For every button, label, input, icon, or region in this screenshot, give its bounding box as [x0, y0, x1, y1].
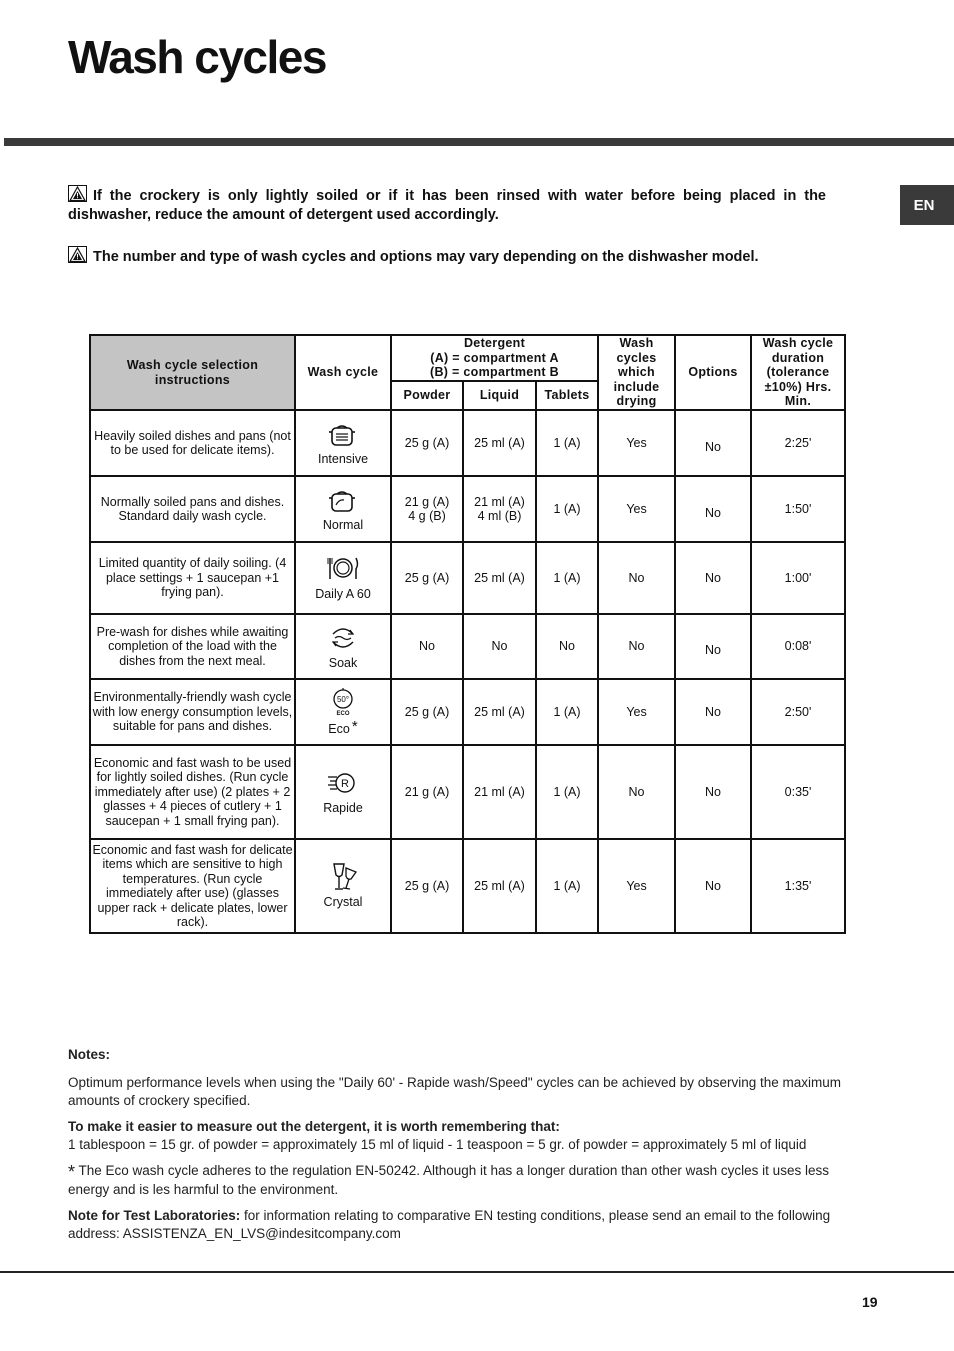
eco-cycle-name: Eco	[328, 722, 350, 737]
table-row	[90, 614, 845, 679]
row-cycle	[295, 679, 391, 745]
notes-eco	[68, 1162, 858, 1199]
row-powder: 25 g (A)	[391, 839, 463, 933]
row-options: No	[675, 679, 751, 745]
header-rule	[4, 138, 954, 146]
language-tab: EN	[900, 185, 954, 225]
header-detergent	[391, 335, 598, 381]
row-cycle	[295, 542, 391, 614]
eco-icon-temp: 50°	[336, 695, 350, 705]
row-options: No	[675, 839, 751, 933]
warning-text: The number and type of wash cycles and options may vary depending on the dishwasher model.	[93, 249, 759, 265]
row-liquid: 25 ml (A)	[463, 410, 536, 476]
wash-cycles-table	[89, 334, 846, 934]
row-instructions: Pre-wash for dishes while awaiting completion of the load with the dishes from the next meal.	[90, 614, 295, 679]
row-cycle	[295, 745, 391, 839]
notes-performance: Optimum performance levels when using the "Daily 60' - Rapide wash/Speed" cycles can be achieved by observing the maximum amounts of crockery specified.	[68, 1075, 842, 1108]
row-cycle	[295, 614, 391, 679]
row-tablets: 1 (A)	[536, 745, 598, 839]
header-tablets: Tablets	[536, 381, 598, 410]
table-row	[90, 839, 845, 933]
warning-note-detergent	[68, 185, 826, 225]
row-options: No	[675, 745, 751, 839]
eco-footnote-mark: *	[351, 718, 358, 736]
table-row	[90, 476, 845, 542]
intensive-pot-icon	[325, 419, 361, 449]
row-instructions: Heavily soiled dishes and pans (not to be used for delicate items).	[90, 410, 295, 476]
row-liquid: 21 ml (A)	[463, 745, 536, 839]
table-row	[90, 542, 845, 614]
row-liquid: 21 ml (A) 4 ml (B)	[463, 476, 536, 542]
row-tablets: 1 (A)	[536, 476, 598, 542]
eco-50-icon	[325, 687, 361, 717]
warning-triangle-icon	[68, 246, 87, 263]
row-liquid: 25 ml (A)	[463, 839, 536, 933]
notes-lab	[68, 1207, 858, 1243]
row-tablets: 1 (A)	[536, 410, 598, 476]
row-cycle-name: Soak	[328, 655, 358, 670]
row-cycle-name: Intensive	[317, 452, 369, 467]
row-duration: 1:00'	[751, 542, 845, 614]
normal-pot-icon	[325, 485, 361, 515]
row-liquid: 25 ml (A)	[463, 679, 536, 745]
rapide-icon-letter: R	[341, 778, 349, 791]
header-instructions: Wash cycle selection instructions	[90, 335, 295, 410]
footer-rule	[0, 1271, 954, 1273]
warning-triangle-icon	[68, 185, 87, 202]
page-title: Wash cycles	[68, 31, 326, 83]
table-row	[90, 679, 845, 745]
row-drying: Yes	[598, 679, 675, 745]
row-instructions: Economic and fast wash for delicate items which are sensitive to high temperatures. (Run cycle immediately after use) (glasses upper rack + delicate plates, lower rack).	[90, 839, 295, 933]
header-detergent-a: (A) = compartment A	[430, 350, 559, 365]
warning-note-models	[68, 246, 826, 267]
page-number: 19	[862, 1294, 878, 1310]
soak-icon	[325, 623, 361, 653]
row-powder: 25 g (A)	[391, 679, 463, 745]
row-drying: Yes	[598, 410, 675, 476]
row-drying: Yes	[598, 839, 675, 933]
notes-measure-text: 1 tablespoon = 15 gr. of powder = approximately 15 ml of liquid - 1 teaspoon = 5 gr. of powder = approximately 5 ml of liquid	[68, 1137, 807, 1152]
row-duration: 1:50'	[751, 476, 845, 542]
header-wash-cycle: Wash cycle	[295, 335, 391, 410]
row-cycle	[295, 476, 391, 542]
row-options: No	[675, 476, 751, 542]
row-instructions: Normally soiled pans and dishes. Standard daily wash cycle.	[90, 476, 295, 542]
header-duration: Wash cycle duration (tolerance ±10%) Hrs. Min.	[751, 335, 845, 410]
eco-footnote-star: *	[68, 1162, 76, 1182]
row-drying: No	[598, 745, 675, 839]
row-duration: 2:25'	[751, 410, 845, 476]
row-tablets: No	[536, 614, 598, 679]
notes-lab-text: for information relating to comparative EN testing conditions, please send an email to the following address: ASSISTENZA_EN_LVS@indesitcompany.com	[68, 1208, 831, 1241]
row-options: No	[675, 542, 751, 614]
row-liquid: 25 ml (A)	[463, 542, 536, 614]
row-cycle-name: Normal	[322, 518, 364, 533]
table-row	[90, 410, 845, 476]
notes-heading: Notes:	[68, 1047, 111, 1062]
row-powder: No	[391, 614, 463, 679]
plate-cutlery-icon	[325, 554, 361, 584]
row-drying: No	[598, 542, 675, 614]
row-instructions: Limited quantity of daily soiling. (4 place settings + 1 saucepan +1 frying pan).	[90, 542, 295, 614]
row-instructions: Economic and fast wash to be used for lightly soiled dishes. (Run cycle immediately after use) (2 plates + 2 glasses + 4 pieces of cutlery + 1 saucepan + 1 small frying pan).	[90, 745, 295, 839]
header-detergent-title: Detergent	[463, 336, 526, 351]
table-row	[90, 745, 845, 839]
row-instructions: Environmentally-friendly wash cycle with low energy consumption levels, suitable for pans and dishes.	[90, 679, 295, 745]
row-tablets: 1 (A)	[536, 542, 598, 614]
row-tablets: 1 (A)	[536, 679, 598, 745]
row-duration: 0:08'	[751, 614, 845, 679]
notes-lab-lead: Note for Test Laboratories:	[68, 1208, 241, 1223]
header-drying: Wash cycles which include drying	[598, 335, 675, 410]
header-liquid: Liquid	[463, 381, 536, 410]
rapide-icon	[325, 768, 361, 798]
row-duration: 0:35'	[751, 745, 845, 839]
row-powder: 25 g (A)	[391, 410, 463, 476]
row-tablets: 1 (A)	[536, 839, 598, 933]
row-liquid: No	[463, 614, 536, 679]
header-detergent-b: (B) = compartment B	[430, 365, 559, 380]
row-options: No	[675, 410, 751, 476]
row-powder: 25 g (A)	[391, 542, 463, 614]
row-drying: Yes	[598, 476, 675, 542]
notes-eco-text: The Eco wash cycle adheres to the regulation EN-50242. Although it has a longer duration than other wash cycles it uses less energy and is les harmful to the environment.	[68, 1163, 829, 1197]
row-options: No	[675, 614, 751, 679]
row-cycle-name: Crystal	[323, 895, 363, 910]
row-cycle	[295, 839, 391, 933]
eco-icon-label: ECO	[336, 711, 350, 718]
notes-measure-heading: To make it easier to measure out the detergent, it is worth remembering that:	[68, 1119, 560, 1134]
header-options: Options	[675, 335, 751, 410]
warning-text: If the crockery is only lightly soiled or if it has been rinsed with water before being placed in the dishwasher, reduce the amount of detergent used accordingly.	[68, 188, 826, 223]
crystal-glasses-icon	[325, 862, 361, 892]
row-cycle-name	[296, 720, 390, 737]
row-powder: 21 g (A)	[391, 745, 463, 839]
notes-section	[68, 1046, 858, 1251]
row-cycle-name: Rapide	[323, 801, 363, 816]
row-powder: 21 g (A) 4 g (B)	[391, 476, 463, 542]
row-drying: No	[598, 614, 675, 679]
row-duration: 1:35'	[751, 839, 845, 933]
row-cycle-name: Daily A 60	[315, 587, 371, 602]
row-cycle	[295, 410, 391, 476]
header-powder: Powder	[391, 381, 463, 410]
row-duration: 2:50'	[751, 679, 845, 745]
